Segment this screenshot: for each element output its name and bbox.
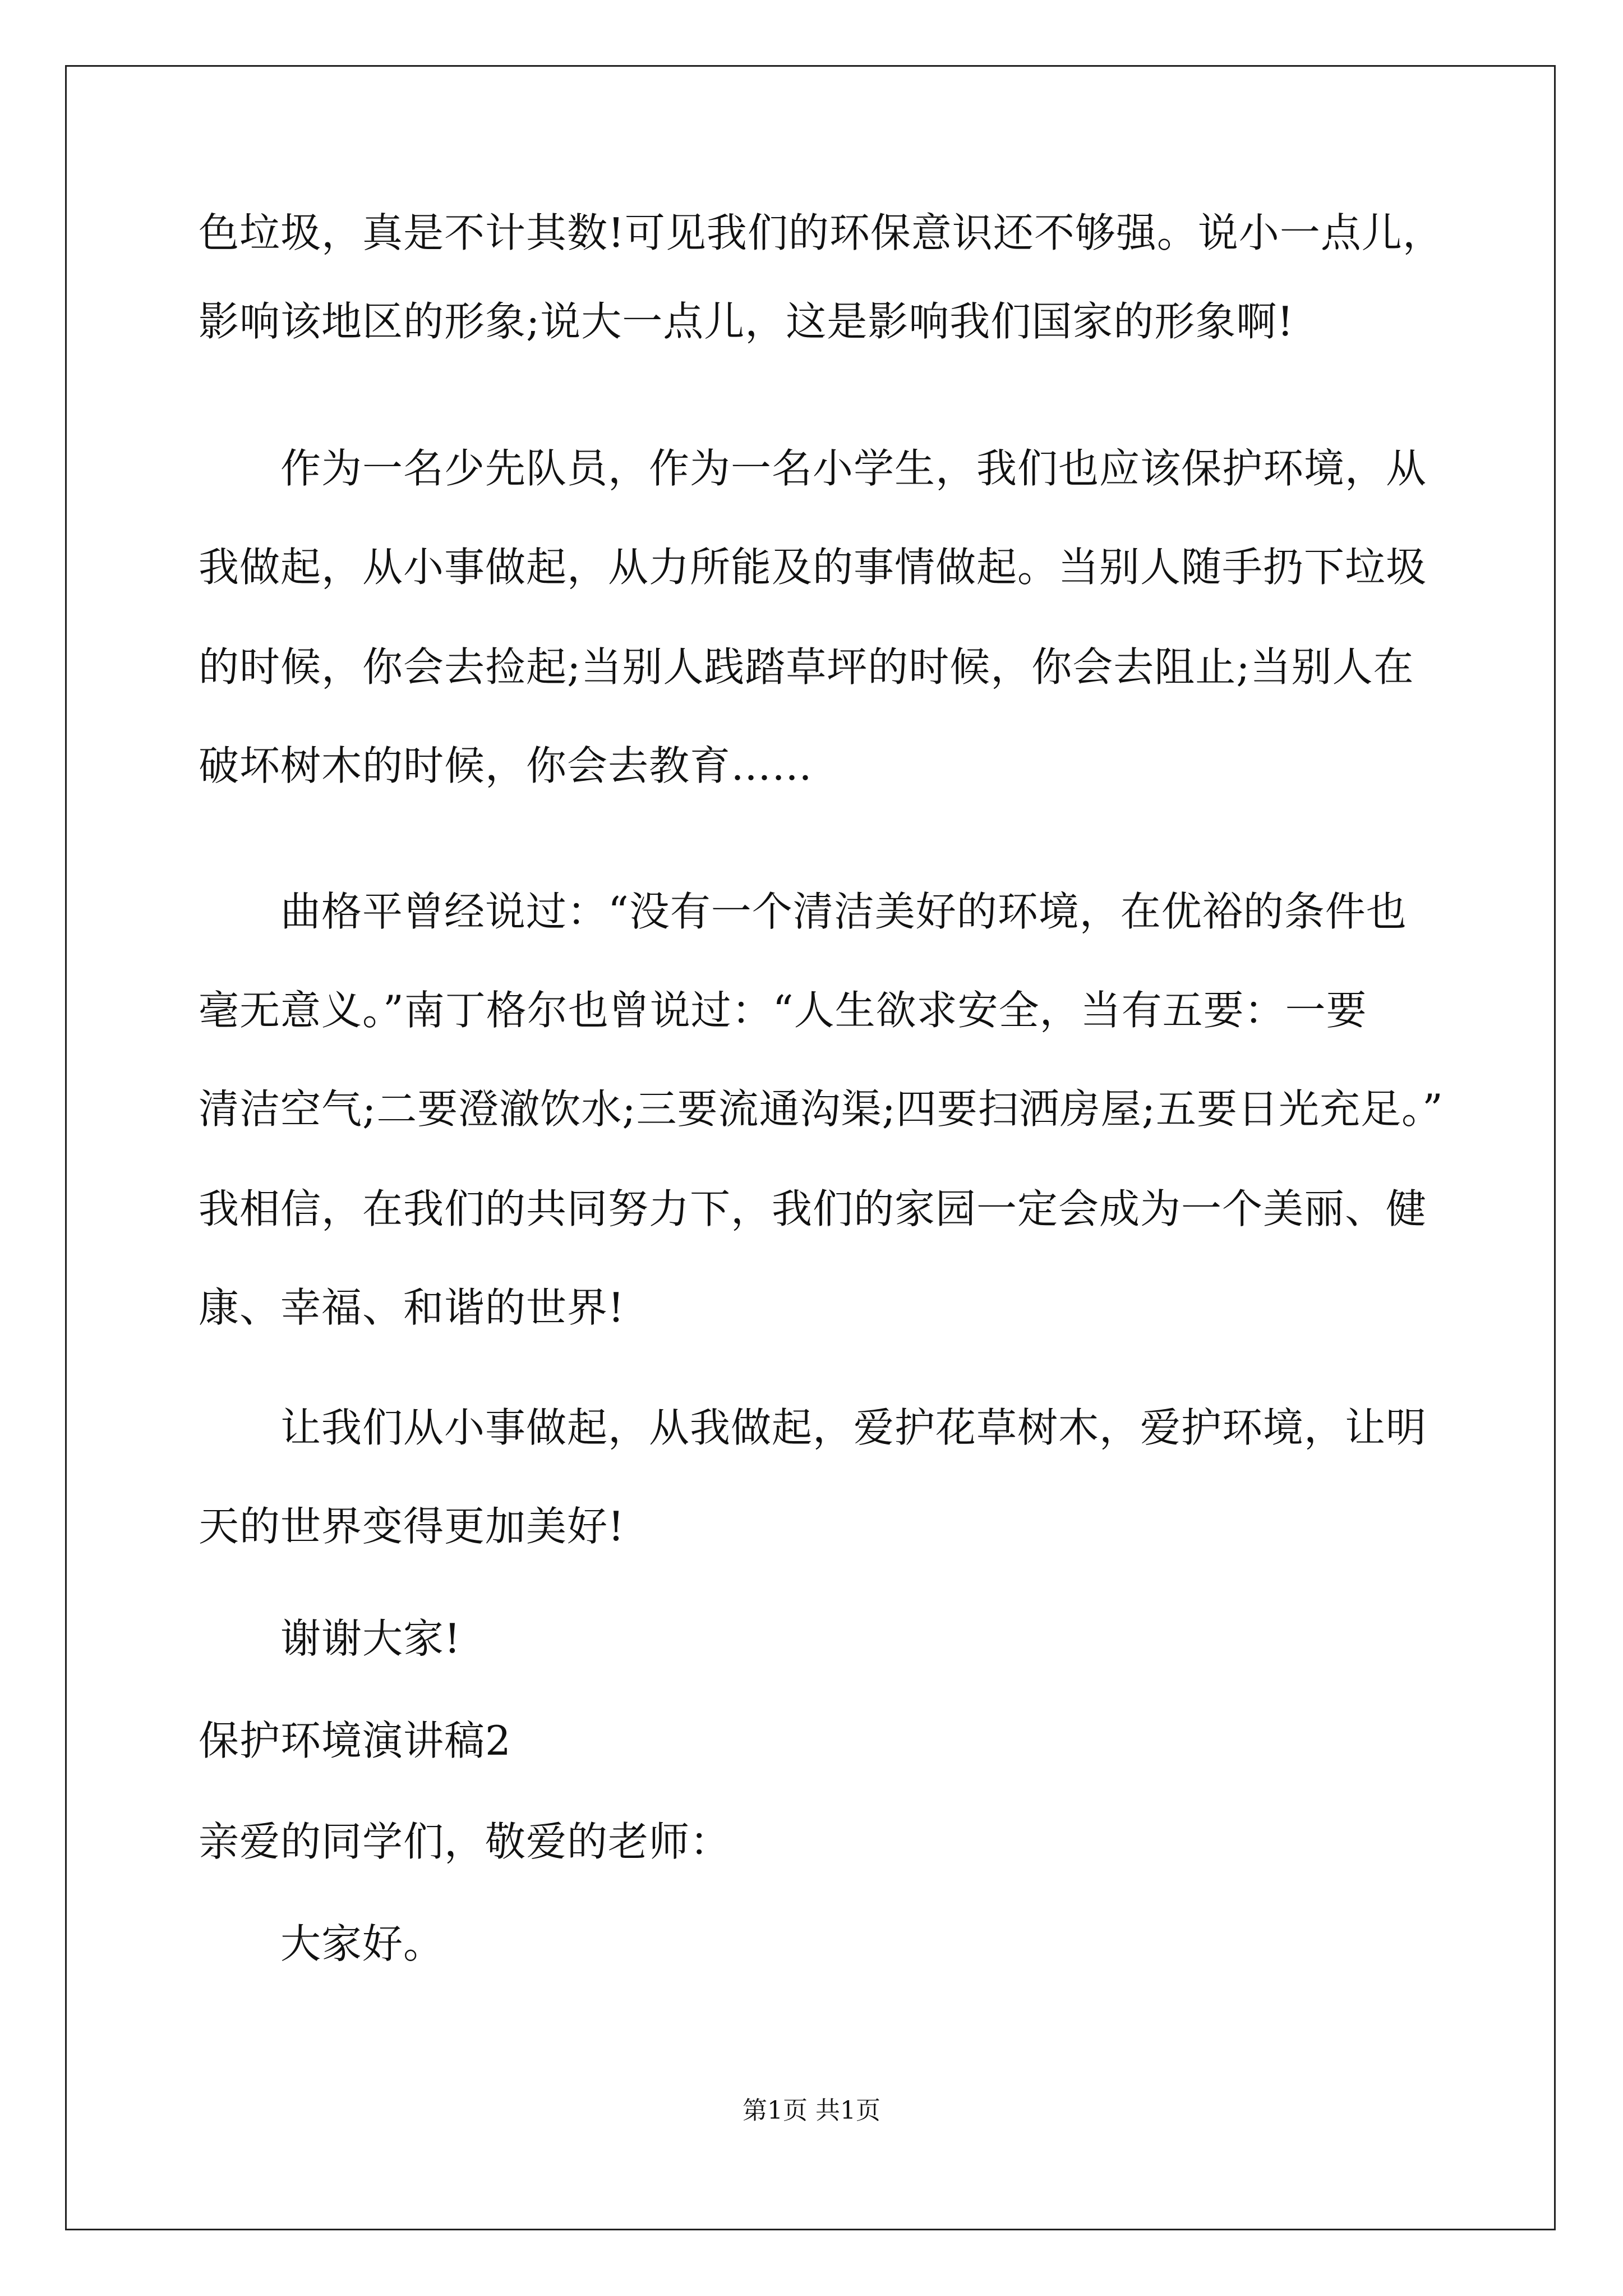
body-line: 我做起，从小事做起，从力所能及的事情做起。当别人随手扔下垃圾 [199,544,1427,591]
body-line: 清洁空气;二要澄澈饮水;三要流通沟渠;四要扫洒房屋;五要日光充足。” [199,1085,1444,1133]
paragraph-start-line: 让我们从小事做起，从我做起，爱护花草树木，爱护环境，让明 [280,1404,1427,1451]
body-line: 我相信，在我们的共同努力下，我们的家园一定会成为一个美丽、健 [199,1185,1427,1232]
body-line: 的时候，你会去捡起;当别人践踏草坪的时候，你会去阻止;当别人在 [199,643,1414,691]
body-line: 影响该地区的形象;说大一点儿，这是影响我们国家的形象啊! [199,298,1294,345]
body-line: 破坏树木的时候，你会去教育…… [199,742,813,789]
salutation-line: 亲爱的同学们，敬爱的老师： [199,1818,731,1865]
body-line: 天的世界变得更加美好! [199,1503,625,1550]
section-heading: 保护环境演讲稿2 [199,1717,511,1764]
body-line: 康、幸福、和谐的世界! [199,1284,625,1331]
page-border [65,65,1556,2230]
body-line: 毫无意义。”南丁格尔也曾说过：“人生欲求安全，当有五要：一要 [199,987,1367,1034]
closing-line: 谢谢大家! [280,1615,461,1662]
page-number-footer: 第1页 共1页 [743,2096,880,2125]
body-line: 色垃圾，真是不计其数!可见我们的环保意识还不够强。说小一点儿， [199,209,1444,256]
paragraph-start-line: 作为一名少先队员，作为一名小学生，我们也应该保护环境，从 [280,445,1427,492]
paragraph-start-line: 曲格平曾经说过：“没有一个清洁美好的环境，在优裕的条件也 [280,888,1407,935]
greeting-line: 大家好。 [280,1920,445,1967]
